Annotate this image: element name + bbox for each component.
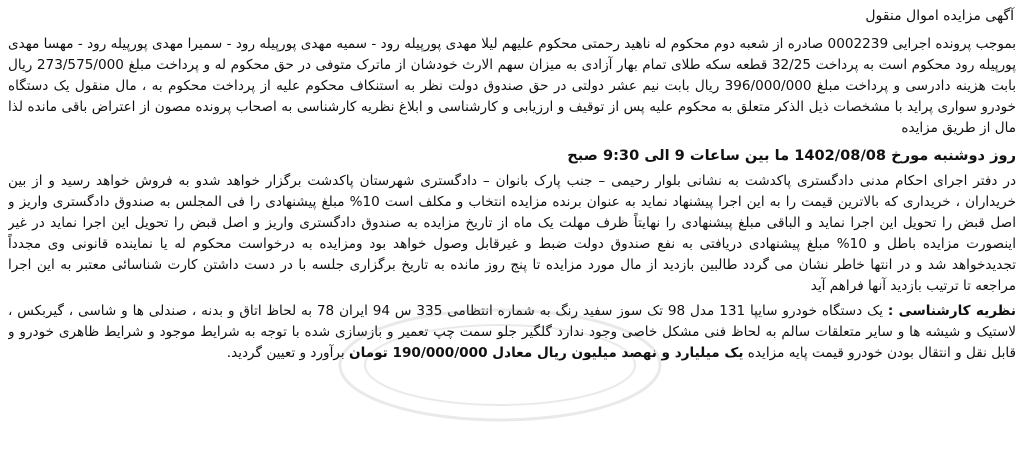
base-price: یک میلیارد و نهصد میلیون ریال معادل 190/000/000 تومان <box>349 345 744 361</box>
expert-opinion-label: نظریه کارشناسی : <box>887 303 1016 319</box>
notice-paragraph-case: بموجب پرونده اجرایی 0002239 صادره از شعبه دوم محکوم له ناهید رحمتی محکوم علیهم لیلا مهدی پورپیله رود - سمیه مهدی پورپیله رود - سمیرا مهدی پورپیله رود - مهسا مهدی پورپیله رود محکوم است به پرداخت 32/25 قطعه سکه طلای تمام بهار آزادی به میزان سهم الارث خودشان از ماترک متوفی در حق محکوم له و پرداخت مبلغ 273/575/000 ریال بابت هزینه دادرسی و پرداخت مبلغ 396/000/000 ریال بابت نیم عشر دولتی در حق صندوق دولت نظر به استنکاف محکوم علیه از پرداخت محکوم به ، مال منقول یک دستگاه خودرو سواری پراید با مشخصات ذیل الذکر متعلق به محکوم علیه پس از توقیف و ارزیابی و کارشناسی و ابلاغ نظریه کارشناسی به اصحاب پرونده مصون از اعتراض باقی مانده لذا مال از طریق مزایده <box>8 36 1016 136</box>
expert-opinion <box>8 301 1016 364</box>
expert-opinion-text: یک دستگاه خودرو سایپا 131 مدل 98 تک سوز سفید رنگ به شماره انتظامی 335 س 94 ایران 78 به لحاظ اتاق و بدنه ، صندلی ها و شاسی ، گیربکس ، لاستیک و شیشه ها و سایر متعلقات سالم به لحاظ فنی مشکل خاصی وجود ندارد گلگیر جلو سمت چپ تعمیر و بازسازی شده با توجه به شرایط موجود و شرایط ظاهری خودرو و قابل نقل و انتقال بودن خودرو قیمت پایه مزایده <box>8 303 1016 361</box>
auction-notice <box>8 4 1016 459</box>
notice-paragraph-procedure: در دفتر اجرای احکام مدنی دادگستری پاکدشت به نشانی بلوار رحیمی – جنب پارک بانوان – دادگستری شهرستان پاکدشت برگزار خواهد شدو به فروش خواهد رسید و از بین خریداران ، خریداری که بالاترین قیمت را به این اجرا پیشنهاد نماید به عنوان برنده مزایده انتخاب و مکلف است 10% مبلغ پیشنهادی را فی المجلس به صندوق دادگستری واریز و اصل قبض را تحویل این اجرا نماید و الباقی مبلغ پیشنهادی را نهایتاً ظرف مهلت یک ماه از تاریخ مزایده به صندوق دادگستری واریز و اصل قبض را تحویل این اجرا نماید در غیر اینصورت مزایده باطل و 10% مبلغ پیشنهادی دریافتی به نفع صندوق دولت ضبط و غیرقابل وصول خواهد بود ومزایده به درخواست محکوم له یا نماینده قانونی وی مجدداً تجدیدخواهد شد و در انتها خاطر نشان می گردد طالبین بازدید از مال مورد مزایده تا پنج روز مانده به تاریخ برگزاری جلسه با در دست داشتن کارت شناسائی معتبر به این اجرا مراجعه تا ترتیب بازدید آنها فراهم آید <box>8 173 1016 294</box>
expert-opinion-end: برآورد و تعیین گردید. <box>226 345 350 361</box>
auction-session-line: روز دوشنبه مورخ 1402/08/08 ما بین ساعات 9 الی 9:30 صبح <box>567 147 1016 164</box>
notice-title: آگهی مزایده اموال منقول <box>865 8 1014 24</box>
